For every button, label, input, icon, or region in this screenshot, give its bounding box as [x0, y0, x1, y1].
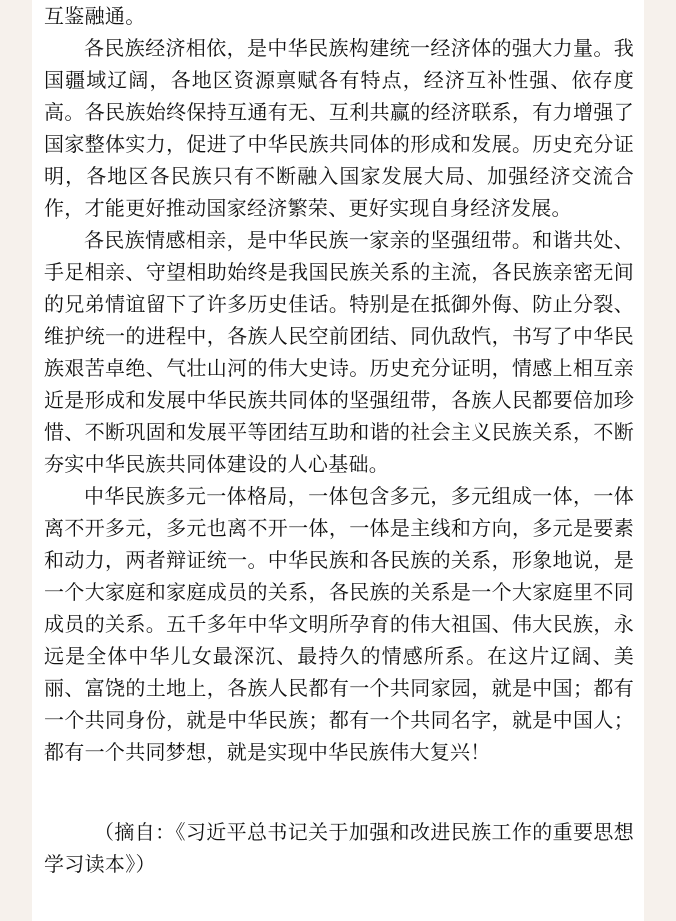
paragraph-economy: 各民族经济相依，是中华民族构建统一经济体的强大力量。我国疆域辽阔，各地区资源禀赋各有特点，经济互补性强、依存度高。各民族始终保持互通有无、互利共赢的经济联系，有力增强了国家整体实力，促进了中华民族共同体的形成和发展。历史充分证明，各地区各民族只有不断融入国家发展大局、加强经济交流合作，才能更好推动国家经济繁荣、更好实现自身经济发展。	[44, 36, 634, 220]
article-body	[44, 0, 634, 880]
spacer	[44, 768, 634, 800]
article-page	[32, 0, 644, 921]
paragraph-emotion: 各民族情感相亲，是中华民族一家亲的坚强纽带。和谐共处、手足相亲、守望相助始终是我国民族关系的主流，各民族亲密无间的兄弟情谊留下了许多历史佳话。特别是在抵御外侮、防止分裂、维护统一的进程中，各族人民空前团结、同仇敌忾，书写了中华民族艰苦卓绝、气壮山河的伟大史诗。历史充分证明，情感上相互亲近是形成和发展中华民族共同体的坚强纽带，各族人民都要倍加珍惜、不断巩固和发展平等团结互助和谐的社会主义民族关系，不断夯实中华民族共同体建设的人心基础。	[44, 228, 634, 476]
source-citation: （摘自：《习近平总书记关于加强和改进民族工作的重要思想学习读本》）	[44, 820, 634, 876]
paragraph-continuation: 互鉴融通。	[44, 4, 146, 28]
paragraph-pluralistic-unity: 中华民族多元一体格局，一体包含多元，多元组成一体，一体离不开多元，多元也离不开一体，一体是主线和方向，多元是要素和动力，两者辩证统一。中华民族和各民族的关系，形象地说，是一个大家庭和家庭成员的关系，各民族的关系是一个大家庭里不同成员的关系。五千多年中华文明所孕育的伟大祖国、伟大民族，永远是全体中华儿女最深沉、最持久的情感所系。在这片辽阔、美丽、富饶的土地上，各族人民都有一个共同家园，就是中国；都有一个共同身份，就是中华民族；都有一个共同名字，就是中国人；都有一个共同梦想，就是实现中华民族伟大复兴！	[44, 484, 634, 764]
